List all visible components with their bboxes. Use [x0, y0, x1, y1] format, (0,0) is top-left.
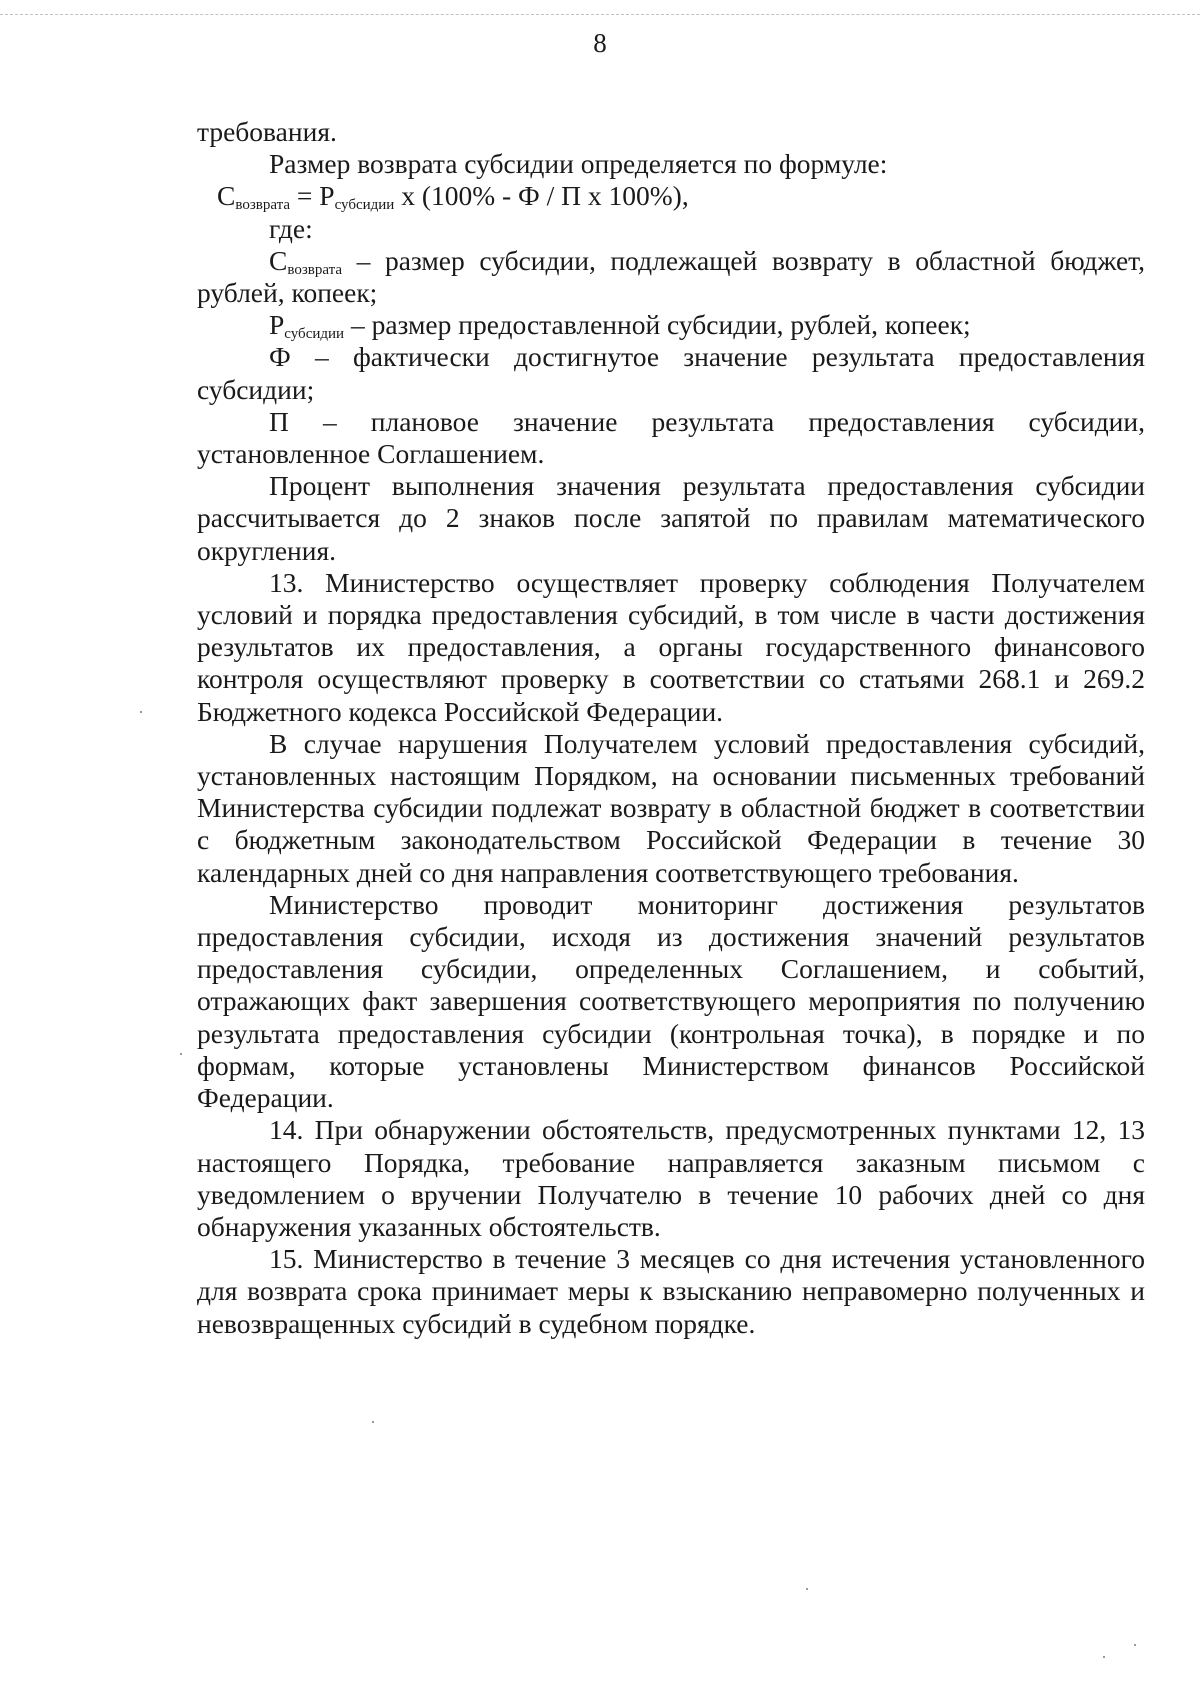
scan-speck: [372, 1421, 374, 1423]
paragraph-13: 13. Министерство осуществляет проверку соблюдения Получателем условий и порядка предоставления субсидий, в том числе в части достижения результатов их предоставления, а органы государственного финансового контроля осуществляют проверку в соответствии со статьями 268.1 и 269.2 Бюджетного кодекса Российской Федерации.: [197, 566, 1145, 727]
paragraph-rounding: Процент выполнения значения результата предоставления субсидии рассчитывается до 2 знаков после запятой по правилам математического округления.: [197, 470, 1145, 566]
scan-speck: [1103, 1656, 1105, 1658]
paragraph-14: 14. При обнаружении обстоятельств, предусмотренных пунктами 12, 13 настоящего Порядка, требование направляется заказным письмом с уведомлением о вручении Получателю в течение 10 рабочих дней со дня обнаружения указанных обстоятельств.: [197, 1114, 1145, 1242]
definition-sub: возврата: [287, 261, 342, 278]
formula: [197, 180, 1145, 212]
formula-lhs-sub: возврата: [235, 197, 290, 214]
document-body: [197, 116, 1145, 1340]
continuation-line: требования.: [197, 116, 337, 147]
scan-speck: [140, 711, 142, 713]
formula-intro: Размер возврата субсидии определяется по формуле:: [269, 148, 888, 180]
definition-symbol: С: [269, 244, 288, 276]
definition-c: [197, 245, 1145, 309]
scan-speck: [806, 1588, 808, 1590]
definition-f: Ф – фактически достигнутое значение результата предоставления субсидии;: [197, 341, 1145, 405]
formula-rhs-symbol: Р: [319, 180, 335, 212]
formula-rhs-sub: субсидии: [334, 197, 395, 214]
definition-p: [197, 309, 1145, 341]
paragraph-monitoring: Министерство проводит мониторинг достижения результатов предоставления субсидии, исходя из достижения значений результатов предоставления субсидии, определенных Соглашением, и событий, отражающих факт завершения соответствующего мероприятия по получению результата предоставления субсидии (контрольная точка), в порядке и по формам, которые установлены Министерством финансов Российской Федерации.: [197, 888, 1145, 1114]
formula-equals: =: [290, 180, 320, 212]
definition-sub: субсидии: [284, 326, 345, 343]
paragraph-15: 15. Министерство в течение 3 месяцев со дня истечения установленного для возврата срока принимает меры к взысканию неправомерно полученных и невозвращенных субсидий в судебном порядке.: [197, 1243, 1145, 1339]
definition-plan: П – плановое значение результата предоставления субсидии, установленное Соглашением.: [197, 405, 1145, 470]
paragraph-violation: В случае нарушения Получателем условий предоставления субсидий, установленных настоящим Порядком, на основании письменных требований Министерства субсидии подлежат возврату в областной бюджет в соответствии с бюджетным законодательством Российской Федерации в течение 30 календарных дней со дня направления соответствующего требования.: [197, 727, 1145, 888]
scan-speck: [180, 1053, 182, 1055]
definition-symbol: Р: [269, 309, 285, 341]
scan-edge-artifact: [0, 14, 1200, 21]
definition-text: – размер субсидии, подлежащей возврату в областной бюджет, рублей, копеек;: [197, 244, 1145, 309]
formula-rest: х (100% - Ф / П х 100%),: [394, 180, 689, 212]
formula-lhs-symbol: С: [217, 180, 236, 212]
page-number: 8: [593, 28, 607, 58]
definition-text: – размер предоставленной субсидии, рублей, копеек;: [344, 309, 971, 341]
scan-speck: [1134, 1644, 1136, 1646]
where-label: где:: [269, 212, 313, 244]
